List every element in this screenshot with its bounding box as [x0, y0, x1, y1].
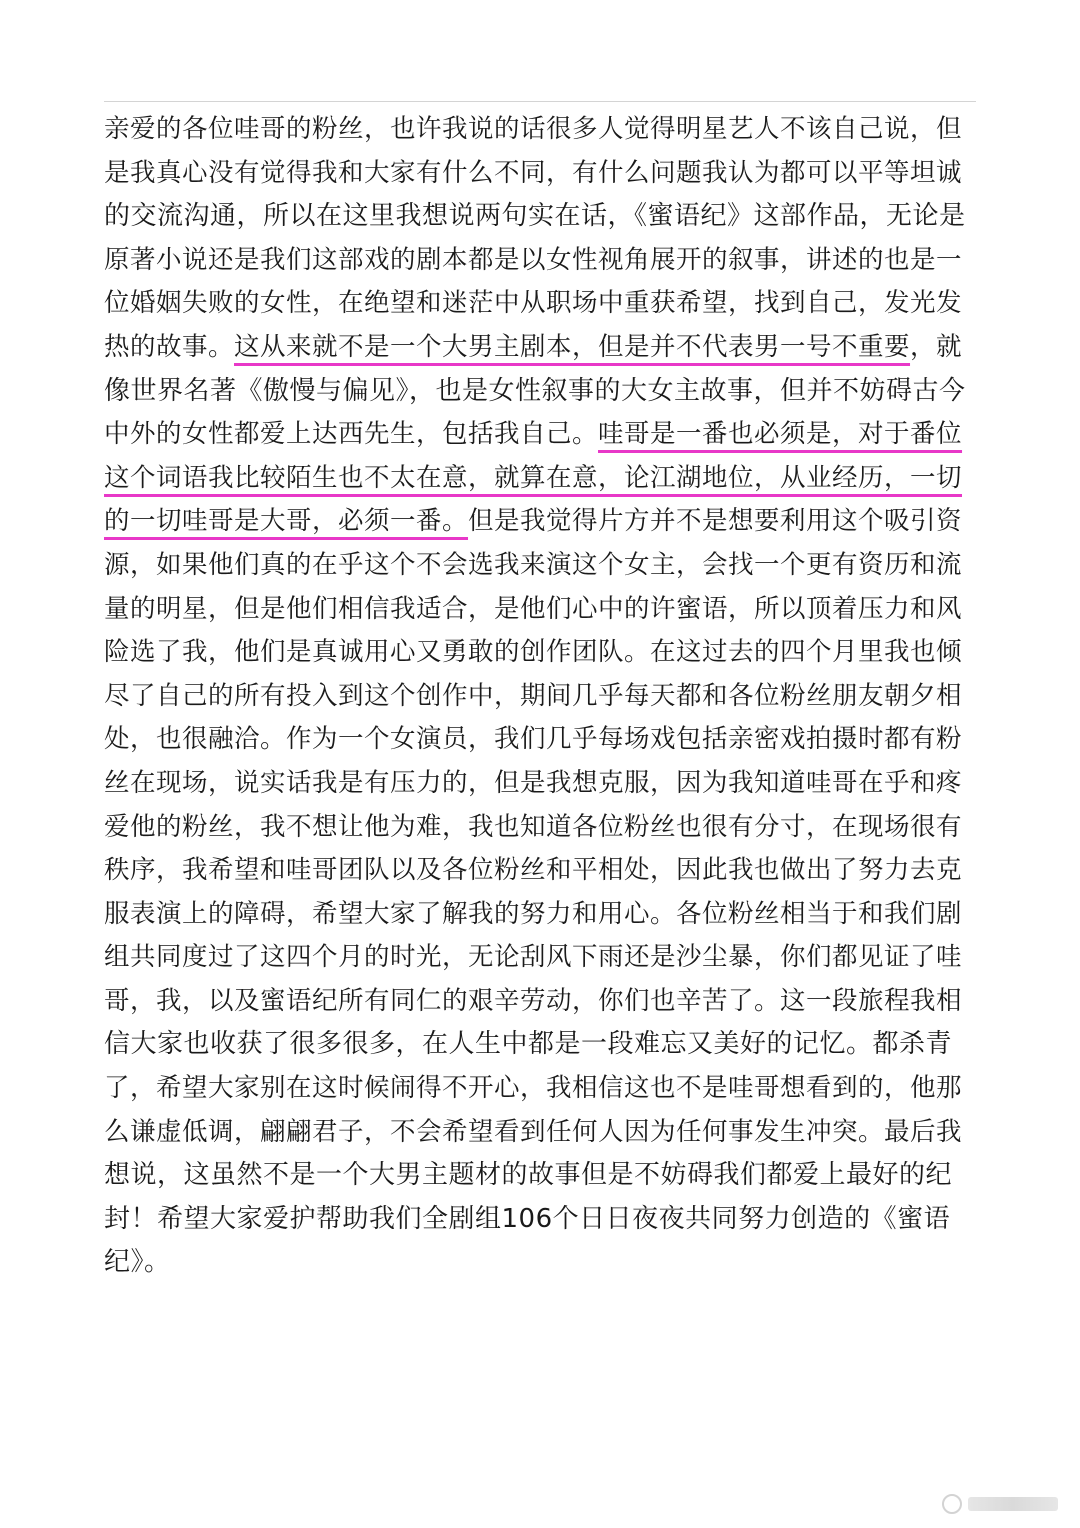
- text-line: [104, 762, 976, 806]
- text-line: [104, 980, 976, 1024]
- text-segment: 亲爱的各位哇哥的粉丝，也许我说的话很多人觉得明星艺人不该自己说，但: [104, 114, 963, 144]
- text-line: [104, 588, 976, 632]
- text-segment: 源，如果他们真的在乎这个不会选我来演这个女主，会找一个更有资历和流: [104, 549, 963, 580]
- highlighted-text: 这从来就不是一个大男主剧本，但是并不代表男一号不重要: [234, 331, 911, 362]
- text-segment: 丝在现场，说实话我是有压力的，但是我想克服，因为我知道哇哥在乎和疼: [104, 767, 963, 798]
- text-segment: 险选了我，他们是真诚用心又勇敢的创作团队。在这过去的四个月里我也倾: [104, 637, 963, 668]
- text-line: [104, 413, 976, 457]
- text-segment: 像世界名著《傲慢与偏见》，也是女性叙事的大女主故事，但并不妨碍古今: [104, 375, 966, 406]
- text-line: [104, 195, 976, 239]
- text-line: [104, 152, 976, 196]
- text-segment: ，就: [910, 331, 963, 362]
- text-segment: 秩序，我希望和哇哥团队以及各位粉丝和平相处，因此我也做出了努力去克: [104, 855, 963, 886]
- text-segment: 但是我觉得片方并不是想要利用这个吸引资: [468, 506, 963, 537]
- text-segment: 尽了自己的所有投入到这个创作中，期间几乎每天都和各位粉丝朋友朝夕相: [104, 680, 963, 711]
- text-line: [104, 1067, 976, 1111]
- watermark: [942, 1494, 1058, 1514]
- text-segment: 纪》。: [104, 1247, 171, 1278]
- text-line: [104, 631, 976, 675]
- text-line: [104, 108, 976, 152]
- text-segment: 爱他的粉丝，我不想让他为难，我也知道各位粉丝也很有分寸，在现场很有: [104, 811, 963, 842]
- text-line: [104, 718, 976, 762]
- text-segment: 位婚姻失败的女性，在绝望和迷茫中从职场中重获希望，找到自己，发光发: [104, 288, 963, 319]
- text-line: [104, 1111, 976, 1155]
- text-segment: 组共同度过了这四个月的时光，无论刮风下雨还是沙尘暴，你们都见证了哇: [104, 942, 963, 973]
- text-segment: 量的明星，但是他们相信我适合，是他们心中的许蜜语，所以顶着压力和风: [104, 593, 963, 624]
- text-line: [104, 282, 976, 326]
- text-line: [104, 326, 976, 370]
- text-segment: 热的故事。: [104, 331, 235, 362]
- watermark-bar: [968, 1497, 1058, 1511]
- text-line: [104, 370, 976, 414]
- highlighted-text: 哇哥是一番也必须是，对于番位: [598, 419, 963, 450]
- text-line: [104, 806, 976, 850]
- text-line: [104, 500, 976, 544]
- text-segment: 信大家也收获了很多很多，在人生中都是一段难忘又美好的记忆。都杀青: [104, 1029, 953, 1060]
- text-segment: 么谦虚低调，翩翩君子，不会希望看到任何人因为任何事发生冲突。最后我: [104, 1116, 963, 1147]
- document-body: [104, 108, 976, 1285]
- text-segment: 了，希望大家别在这时候闹得不开心，我相信这也不是哇哥想看到的，他那: [104, 1073, 963, 1104]
- text-segment: 原著小说还是我们这部戏的剧本都是以女性视角展开的叙事，讲述的也是一: [104, 244, 963, 275]
- text-line: [104, 849, 976, 893]
- text-segment: 是我真心没有觉得我和大家有什么不同，有什么问题我认为都可以平等坦诚: [104, 157, 963, 188]
- text-segment: 的交流沟通，所以在这里我想说两句实在话，《蜜语纪》这部作品，无论是: [104, 201, 966, 232]
- text-segment: 想说，这虽然不是一个大男主题材的故事但是不妨碍我们都爱上最好的纪: [104, 1160, 953, 1191]
- text-line: [104, 544, 976, 588]
- text-line: [104, 936, 976, 980]
- text-line: [104, 1023, 976, 1067]
- text-segment: 封！希望大家爱护帮助我们全剧组106个日日夜夜共同努力创造的《蜜语: [104, 1203, 951, 1234]
- text-line: [104, 239, 976, 283]
- text-line: [104, 1198, 976, 1242]
- watermark-logo-icon: [942, 1494, 962, 1514]
- highlighted-text: 这个词语我比较陌生也不太在意，就算在意，论江湖地位，从业经历，一切: [104, 462, 963, 493]
- text-line: [104, 1154, 976, 1198]
- text-segment: 中外的女性都爱上达西先生，包括我自己。: [104, 419, 599, 450]
- text-line: [104, 893, 976, 937]
- text-segment: 处，也很融洽。作为一个女演员，我们几乎每场戏包括亲密戏拍摄时都有粉: [104, 724, 963, 755]
- text-segment: 服表演上的障碍，希望大家了解我的努力和用心。各位粉丝相当于和我们剧: [104, 898, 963, 929]
- text-line: [104, 1241, 976, 1285]
- top-divider: [104, 101, 976, 102]
- text-line: [104, 457, 976, 501]
- text-line: [104, 675, 976, 719]
- highlighted-text: 的一切哇哥是大哥，必须一番。: [104, 506, 469, 537]
- text-segment: 哥，我，以及蜜语纪所有同仁的艰辛劳动，你们也辛苦了。这一段旅程我相: [104, 985, 963, 1016]
